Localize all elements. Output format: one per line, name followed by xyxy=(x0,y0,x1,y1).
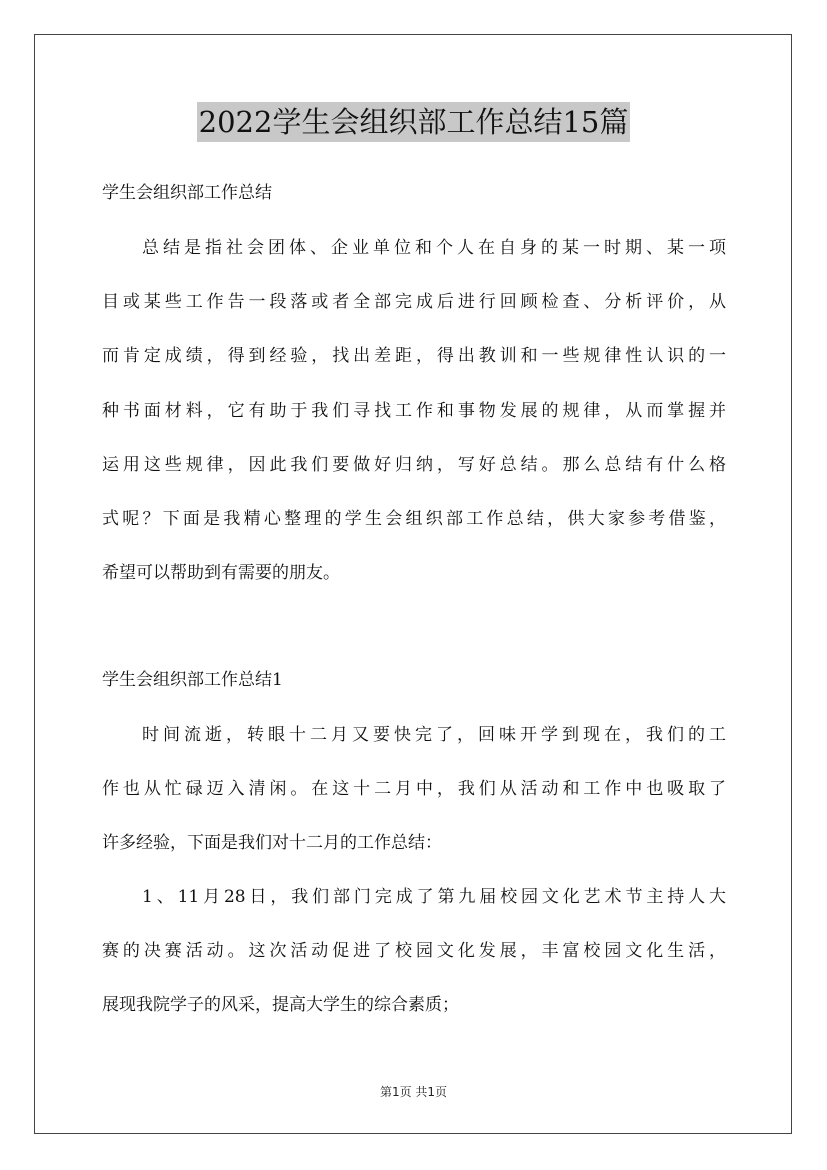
intro-heading: 学生会组织部工作总结 xyxy=(102,183,272,203)
page-footer: 第1页 共1页 xyxy=(379,1085,448,1099)
intro-paragraph xyxy=(102,236,726,615)
paragraph-line: 1、11月28日，我们部门完成了第九届校园文化艺术节主持人大 xyxy=(142,887,726,907)
paragraph-line: 赛的决赛活动。这次活动促进了校园文化发展，丰富校园文化生活， xyxy=(102,941,726,962)
paragraph-line: 希望可以帮助到有需要的朋友。 xyxy=(102,563,340,584)
paragraph-line: 许多经验，下面是我们对十二月的工作总结： xyxy=(102,833,442,854)
paragraph-line: 种书面材料，它有助于我们寻找工作和事物发展的规律，从而掌握并 xyxy=(102,400,726,421)
section1-paragraph-2 xyxy=(102,885,726,1048)
paragraph-line: 而肯定成绩，得到经验，找出差距，得出教训和一些规律性认识的一 xyxy=(102,346,726,367)
paragraph-line: 运用这些规律，因此我们要做好归纳，写好总结。那么总结有什么格 xyxy=(102,454,726,475)
paragraph-line: 展现我院学子的风采，提高大学生的综合素质； xyxy=(102,995,459,1016)
title-wrap xyxy=(0,102,827,142)
paragraph-line: 作也从忙碌迈入清闲。在这十二月中，我们从活动和工作中也吸取了 xyxy=(102,779,726,800)
section1-heading: 学生会组织部工作总结1 xyxy=(102,670,283,690)
paragraph-line: 目或某些工作告一段落或者全部完成后进行回顾检查、分析评价，从 xyxy=(102,292,726,313)
section1-paragraph-1 xyxy=(102,723,726,886)
paragraph-line: 总结是指社会团体、企业单位和个人在自身的某一时期、某一项 xyxy=(142,238,726,258)
paragraph-line: 时间流逝，转眼十二月又要快完了，回味开学到现在，我们的工 xyxy=(142,725,726,745)
paragraph-line: 式呢？下面是我精心整理的学生会组织部工作总结，供大家参考借鉴， xyxy=(102,508,726,529)
document-title: 2022学生会组织部工作总结15篇 xyxy=(197,102,631,142)
